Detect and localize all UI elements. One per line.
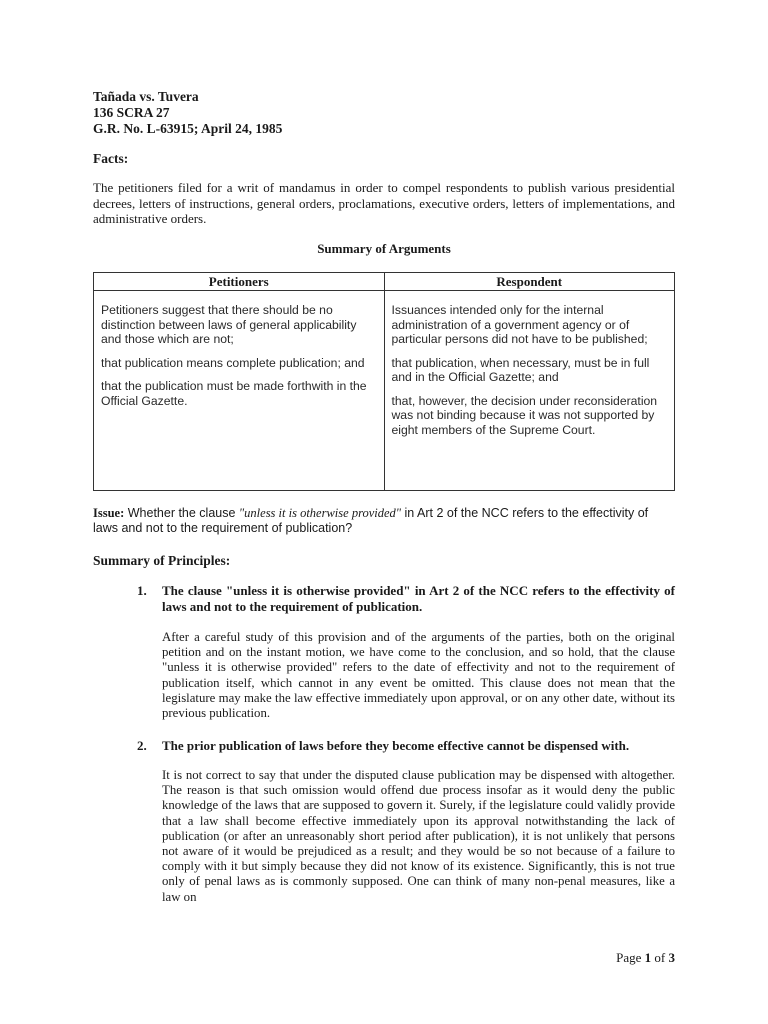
issue-text-pre: Whether the clause [124,506,239,520]
respondent-argument: that, however, the decision under reconsideration was not binding because it was not supported by eight members of the Supreme Court. [391,393,658,437]
footer-total-pages: 3 [668,950,675,965]
principles-heading: Summary of Principles: [93,553,231,568]
case-title: Tañada vs. Tuvera [93,89,199,104]
arguments-body-row [94,291,675,491]
case-gr-number: G.R. No. L-63915; April 24, 1985 [93,121,283,136]
respondent-argument: Issuances intended only for the internal administration of a government agency or of particular persons did not have to be published; [391,303,648,346]
footer-page-word: Page [616,950,642,965]
petitioner-argument: that the publication must be made forthwith in the Official Gazette. [101,379,367,408]
footer-of-word: of [654,950,666,965]
principle-title: The prior publication of laws before they become effective cannot be dispensed with. [162,738,630,753]
issue-statement [93,506,653,536]
issue-quoted-clause: "unless it is otherwise provided" [238,506,402,520]
principle-number: 2. [137,738,147,753]
principle-number: 1. [137,583,147,598]
facts-heading: Facts: [93,151,129,166]
petitioners-cell [94,291,385,491]
issue-label: Issue: [93,506,125,520]
case-citation: 136 SCRA 27 [93,105,170,120]
footer-current-page: 1 [644,950,652,965]
respondent-argument: that publication, when necessary, must be in full and in the Official Gazette; and [391,355,650,384]
arguments-header-row [94,273,675,291]
facts-text: The petitioners filed for a writ of mandamus in order to compel respondents to publish various presidential decrees, letters of instructions, general orders, proclamations, executive orders, letters of implementations, and administrative orders. [93,180,675,226]
respondent-cell [384,291,675,491]
principle-title: The clause "unless it is otherwise provided" in Art 2 of the NCC refers to the effectivity of laws and not to the requirement of publication. [162,583,675,614]
page-footer [616,950,675,966]
principle-body: It is not correct to say that under the disputed clause publication may be dispensed with altogether. The reason is that such omission would offend due process insofar as it would deny the public knowledge of the laws that are supposed to govern it. Surely, if the legislature could validly provide that a law shall become effective immediately upon its approval notwithstanding the lack of publication (or after an unreasonably short period after publication), it is not unlikely that persons not aware of it would be prejudiced as a result; and they would be so not because of a failure to comply with it but simply because they did not know of its existence. Significantly, this is not true only of penal laws as is commonly supposed. One can think of many non-penal measures, like a law on [162,768,675,904]
issue-text-post: in Art 2 of the NCC refers to the effectivity of laws and not to the requirement of publication? [93,506,649,535]
column-header-petitioners: Petitioners [94,273,385,291]
arguments-title: Summary of Arguments [317,241,451,256]
column-header-respondent: Respondent [384,273,675,291]
petitioner-argument: Petitioners suggest that there should be no distinction between laws of general applicability and those which are not; [101,303,357,346]
principle-body: After a careful study of this provision and of the arguments of the parties, both on the original petition and on the instant motion, we have come to the conclusion, and so hold, that the clause "unless it is otherwise provided" refers to the date of effectivity and not to the requirement of publication itself, which cannot in any event be omitted. This clause does not mean that the legislature may make the law effective immediately upon approval, or on any other date, without its previous publication. [162,630,675,721]
petitioner-argument: that publication means complete publication; and [101,355,365,370]
arguments-table [93,272,675,491]
